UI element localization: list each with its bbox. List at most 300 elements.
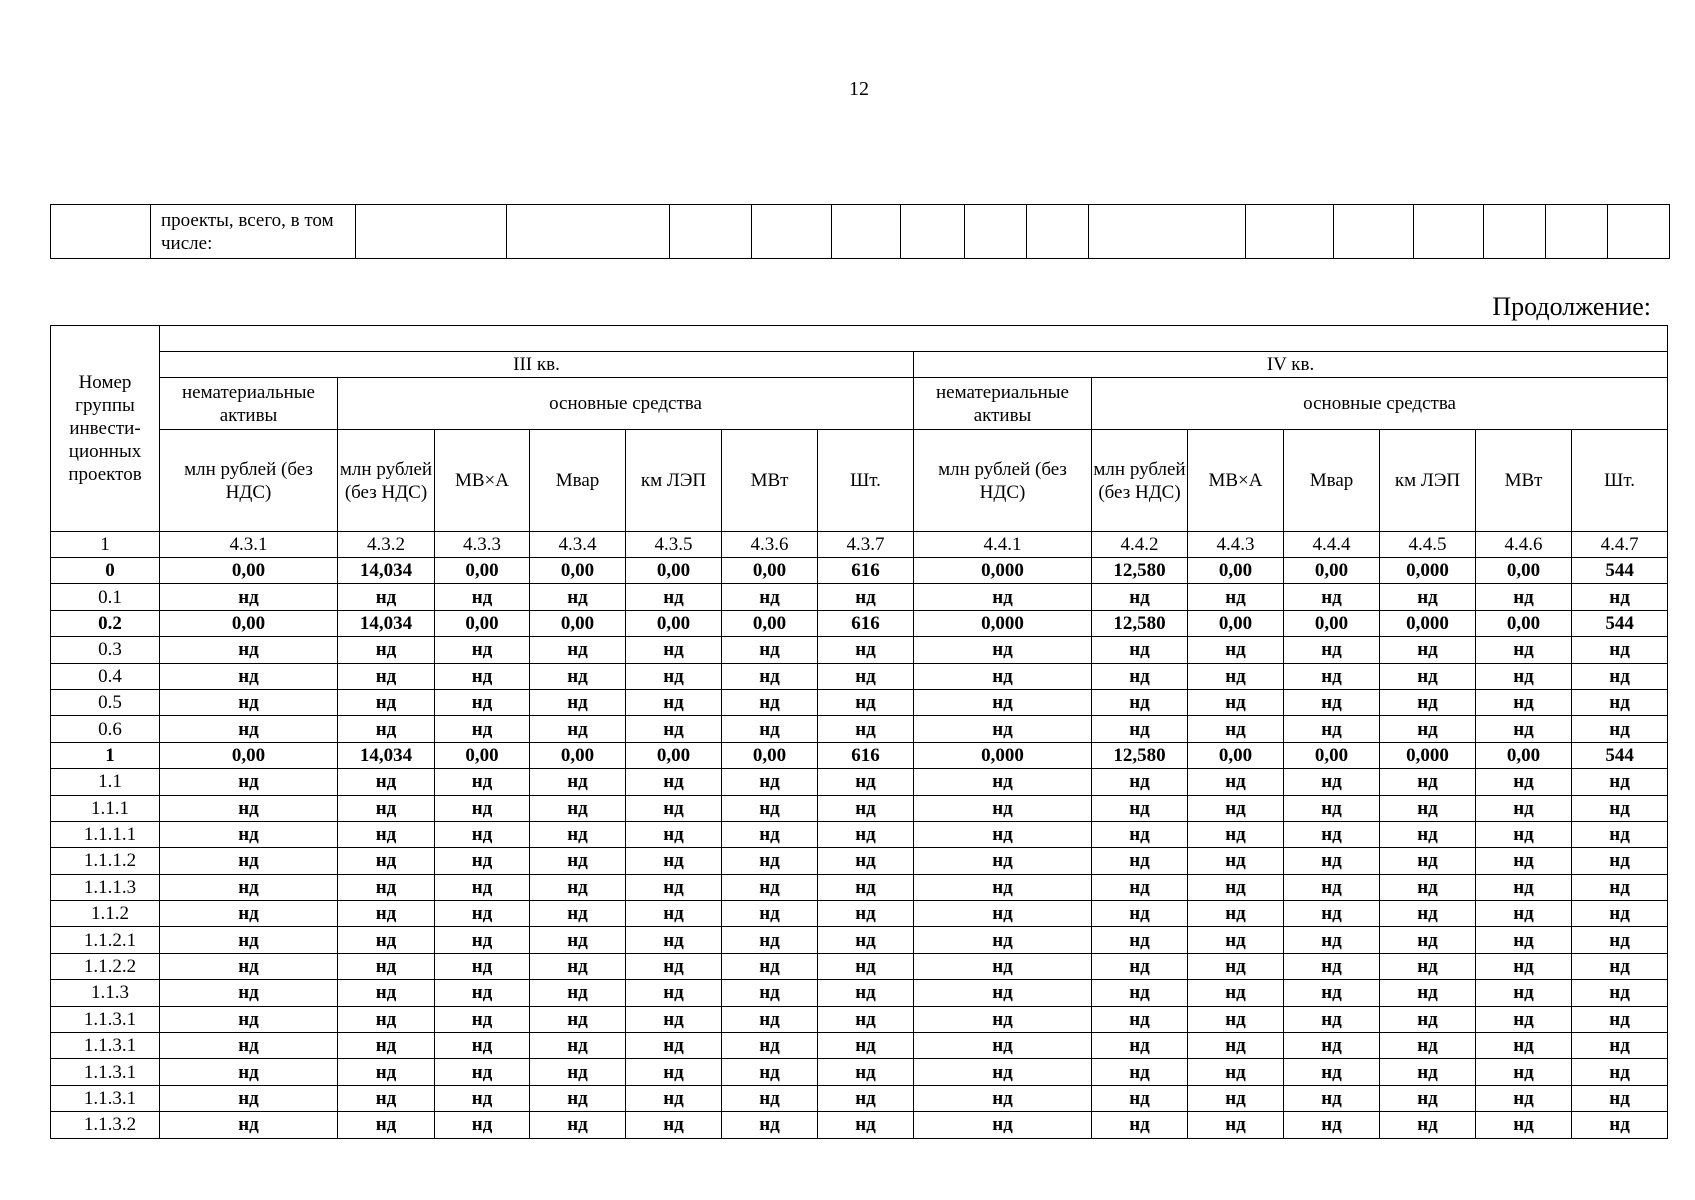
table-cell: нд [626,584,722,610]
table-cell: нд [1188,1112,1284,1138]
table-cell: нд [530,795,626,821]
table-cell: нд [1380,663,1476,689]
table-cell: нд [1284,953,1380,979]
table-cell: нд [338,716,435,742]
table-cell: 544 [1572,558,1668,584]
table-cell: нд [530,769,626,795]
q3-pcs-unit: Шт. [818,430,914,532]
table-cell: нд [1476,874,1572,900]
column-number-cell: 4.3.7 [818,532,914,558]
row-group-number: 1.1 [51,769,160,795]
table-cell: нд [1572,689,1668,715]
q3-fixed-assets-header: основные средства [338,378,914,430]
quarter-4-header: IV кв. [914,352,1668,378]
table-cell: нд [1188,821,1284,847]
row-group-number: 1 [51,742,160,768]
table-cell: нд [435,1059,530,1085]
table-cell: нд [338,1033,435,1059]
table-cell: нд [1284,769,1380,795]
q3-mvar-unit: Мвар [530,430,626,532]
row-group-number: 1.1.2.2 [51,953,160,979]
table-cell: нд [914,980,1092,1006]
table-cell: нд [1380,716,1476,742]
previous-table-text: проекты, всего, в том числе: [151,205,356,259]
table-cell: нд [1092,1112,1188,1138]
column-number-row [51,532,1668,558]
table-cell: нд [914,795,1092,821]
q3-mva-unit: МВ×А [435,430,530,532]
table-cell: нд [914,1059,1092,1085]
table-cell: нд [338,821,435,847]
table-cell: нд [1572,584,1668,610]
table-cell: нд [818,848,914,874]
table-cell: нд [1188,980,1284,1006]
table-cell: нд [530,901,626,927]
column-number-cell: 4.3.5 [626,532,722,558]
table-cell: нд [1572,901,1668,927]
table-cell: нд [1092,795,1188,821]
table-cell: нд [530,1059,626,1085]
table-cell: нд [626,1085,722,1111]
table-cell: нд [1284,848,1380,874]
table-cell: нд [1092,689,1188,715]
row-group-number: 1.1.3.2 [51,1112,160,1138]
table-cell: нд [1476,663,1572,689]
column-number-cell: 4.3.6 [722,532,818,558]
table-cell: нд [1572,821,1668,847]
table-cell: нд [435,795,530,821]
header-category-row [51,378,1668,430]
table-cell: нд [160,1059,338,1085]
table-cell: 616 [818,610,914,636]
table-row [51,689,1668,715]
table-cell: нд [1380,584,1476,610]
table-cell: нд [1572,795,1668,821]
table-cell: нд [722,821,818,847]
table-row [51,821,1668,847]
table-cell: нд [818,584,914,610]
table-cell: 0,00 [435,742,530,768]
row-group-number: 0.2 [51,610,160,636]
table-cell: нд [914,953,1092,979]
row-group-number: 0.6 [51,716,160,742]
table-cell: нд [435,1033,530,1059]
table-cell: нд [1380,1085,1476,1111]
table-cell: нд [435,769,530,795]
table-cell: нд [722,1033,818,1059]
table-cell: нд [818,769,914,795]
table-cell: нд [1476,927,1572,953]
table-cell: нд [1380,874,1476,900]
q4-km-unit: км ЛЭП [1380,430,1476,532]
table-cell: нд [1092,1006,1188,1032]
table-cell: нд [914,1112,1092,1138]
table-cell: нд [722,689,818,715]
table-cell: нд [818,953,914,979]
table-cell: нд [1092,874,1188,900]
table-row [51,769,1668,795]
table-cell: нд [1188,1033,1284,1059]
table-cell: нд [160,1085,338,1111]
table-cell: нд [1380,1112,1476,1138]
row-group-number: 0.3 [51,637,160,663]
table-cell: нд [338,874,435,900]
table-cell: нд [160,980,338,1006]
table-cell: нд [1476,1006,1572,1032]
table-cell: нд [435,689,530,715]
row-group-number: 1.1.1 [51,795,160,821]
table-cell: нд [1476,689,1572,715]
table-cell: нд [626,1112,722,1138]
table-cell: нд [160,953,338,979]
table-cell: 0,00 [1188,558,1284,584]
table-cell: нд [1092,663,1188,689]
table-cell: нд [818,689,914,715]
table-cell: нд [818,663,914,689]
table-row [51,1059,1668,1085]
table-cell: нд [1572,980,1668,1006]
table-cell: нд [1476,1059,1572,1085]
q4-pcs-unit: Шт. [1572,430,1668,532]
table-cell: нд [338,953,435,979]
table-cell: нд [160,821,338,847]
table-cell: нд [1188,901,1284,927]
table-cell: нд [1092,769,1188,795]
table-cell: 0,00 [626,610,722,636]
row-group-number: 1.1.1.1 [51,821,160,847]
table-cell: нд [626,874,722,900]
table-cell: 0,00 [160,558,338,584]
table-cell: нд [338,584,435,610]
table-cell: нд [1284,927,1380,953]
table-cell: нд [722,795,818,821]
table-cell: нд [1092,1033,1188,1059]
table-cell: нд [160,1112,338,1138]
table-cell: нд [818,980,914,1006]
table-cell: нд [722,1059,818,1085]
table-cell: нд [818,1033,914,1059]
table-cell: нд [1284,980,1380,1006]
table-cell: нд [722,1112,818,1138]
table-cell: нд [1284,1059,1380,1085]
q3-intangible-unit: млн рублей (без НДС) [160,430,338,532]
row-group-number: 1.1.2 [51,901,160,927]
table-cell: нд [818,901,914,927]
table-cell: нд [1188,1059,1284,1085]
table-row [51,1033,1668,1059]
table-cell: нд [1284,874,1380,900]
table-cell: нд [435,1006,530,1032]
table-cell: нд [818,637,914,663]
table-cell: нд [722,769,818,795]
table-cell: нд [1476,1033,1572,1059]
column-number-cell: 4.4.3 [1188,532,1284,558]
table-cell: нд [435,821,530,847]
table-cell: 0,00 [1284,742,1380,768]
table-cell: нд [1476,769,1572,795]
table-cell: нд [530,1112,626,1138]
table-cell: нд [626,1033,722,1059]
table-cell: нд [160,584,338,610]
table-cell: нд [1284,821,1380,847]
table-cell: нд [1572,1006,1668,1032]
table-cell: нд [1284,1006,1380,1032]
column-number-cell: 4.4.7 [1572,532,1668,558]
table-cell: нд [338,795,435,821]
table-cell: нд [626,1006,722,1032]
table-cell: нд [626,663,722,689]
table-cell: 14,034 [338,742,435,768]
table-cell: нд [530,1033,626,1059]
table-cell: нд [1188,584,1284,610]
table-cell: нд [1380,848,1476,874]
table-cell: нд [435,584,530,610]
table-cell: нд [338,927,435,953]
table-cell: нд [530,848,626,874]
table-cell: нд [1188,848,1284,874]
table-row [51,874,1668,900]
table-cell: нд [1380,1006,1476,1032]
table-cell: нд [435,716,530,742]
table-cell: нд [722,584,818,610]
table-cell: нд [1284,637,1380,663]
row-group-number: 1.1.1.2 [51,848,160,874]
table-cell: нд [818,1085,914,1111]
column-number-cell: 4.3.1 [160,532,338,558]
table-cell: нд [1284,663,1380,689]
table-cell: нд [914,716,1092,742]
table-cell: 616 [818,558,914,584]
row-group-number: 1.1.3 [51,980,160,1006]
table-row [51,1085,1668,1111]
table-cell: нд [1476,953,1572,979]
table-cell: нд [626,1059,722,1085]
table-cell: нд [530,953,626,979]
table-cell: нд [435,1085,530,1111]
table-cell: нд [914,584,1092,610]
table-cell: нд [914,1085,1092,1111]
table-cell: нд [435,663,530,689]
table-cell: нд [1092,584,1188,610]
table-cell: нд [1572,874,1668,900]
table-cell: нд [160,663,338,689]
column-number-cell: 4.4.6 [1476,532,1572,558]
table-cell: нд [1188,874,1284,900]
table-cell: нд [1572,1033,1668,1059]
table-cell: нд [722,716,818,742]
table-cell: нд [1092,953,1188,979]
table-cell: нд [1380,637,1476,663]
row-group-number: 0 [51,558,160,584]
table-cell: нд [1092,980,1188,1006]
table-row [51,610,1668,636]
continuation-label: Продолжение: [1492,292,1651,321]
table-cell: нд [1476,716,1572,742]
row-group-number: 1.1.3.1 [51,1059,160,1085]
row-group-number: 1.1.3.1 [51,1033,160,1059]
table-cell: нд [1188,953,1284,979]
table-cell: нд [338,980,435,1006]
table-cell: 616 [818,742,914,768]
table-cell: 0,000 [1380,610,1476,636]
table-cell: нд [435,848,530,874]
table-cell: нд [722,980,818,1006]
table-cell: нд [1092,927,1188,953]
table-cell: 0,00 [722,742,818,768]
table-row [51,558,1668,584]
table-cell: нд [1188,769,1284,795]
table-cell: нд [1476,901,1572,927]
table-cell: нд [914,769,1092,795]
table-cell: нд [1572,637,1668,663]
table-cell: нд [914,1006,1092,1032]
table-cell: 0,00 [722,558,818,584]
table-cell: нд [1572,953,1668,979]
table-cell: 0,00 [530,610,626,636]
header-top-row [51,326,1668,352]
table-cell: нд [1092,848,1188,874]
table-cell: нд [626,716,722,742]
table-cell: нд [1476,637,1572,663]
table-cell: нд [1572,1112,1668,1138]
table-cell: нд [1380,1059,1476,1085]
table-cell: нд [722,953,818,979]
table-cell: нд [1476,584,1572,610]
table-cell: 12,580 [1092,742,1188,768]
table-cell: нд [1572,663,1668,689]
table-cell: нд [914,689,1092,715]
previous-table-row [51,205,1670,259]
table-cell: нд [1380,769,1476,795]
table-cell: нд [1380,689,1476,715]
table-cell: нд [160,927,338,953]
table-row [51,1006,1668,1032]
table-cell: 0,000 [914,558,1092,584]
table-row [51,901,1668,927]
column-number-cell: 4.3.3 [435,532,530,558]
quarter-3-header: III кв. [160,352,914,378]
column-number-cell: 4.4.5 [1380,532,1476,558]
q4-fixed-assets-header: основные средства [1092,378,1668,430]
table-cell: нд [818,927,914,953]
table-row [51,716,1668,742]
table-cell: нд [722,874,818,900]
table-cell: нд [1476,821,1572,847]
header-unit-row [51,430,1668,532]
table-cell: нд [818,1059,914,1085]
table-cell: нд [160,1033,338,1059]
table-cell: нд [338,1059,435,1085]
table-cell: нд [435,874,530,900]
table-cell: нд [722,1006,818,1032]
table-cell: нд [1284,901,1380,927]
table-cell: нд [338,1085,435,1111]
table-cell: нд [435,1112,530,1138]
investment-table [50,325,1668,1139]
table-cell: 0,00 [435,558,530,584]
table-cell: нд [1284,716,1380,742]
table-cell: нд [1380,821,1476,847]
table-cell: нд [914,637,1092,663]
table-cell: нд [1092,821,1188,847]
table-cell: нд [435,901,530,927]
table-cell: нд [1092,637,1188,663]
table-cell: 0,00 [1188,610,1284,636]
table-cell: 0,00 [1284,558,1380,584]
table-cell: нд [1476,1085,1572,1111]
table-cell: нд [1380,953,1476,979]
q4-mvar-unit: Мвар [1284,430,1380,532]
table-cell: нд [338,637,435,663]
column-number-cell: 4.4.2 [1092,532,1188,558]
table-cell: нд [626,769,722,795]
table-cell: нд [338,769,435,795]
table-cell: нд [1284,1085,1380,1111]
table-cell: 0,00 [626,742,722,768]
table-cell: нд [914,848,1092,874]
table-cell: нд [338,689,435,715]
table-cell: 14,034 [338,558,435,584]
table-cell: нд [722,663,818,689]
table-row [51,663,1668,689]
q3-fixed-mln-unit: млн рублей (без НДС) [338,430,435,532]
table-cell: нд [338,848,435,874]
q4-intangible-header: нематериальные активы [914,378,1092,430]
table-cell: нд [530,927,626,953]
table-cell: нд [1284,1033,1380,1059]
row-group-number: 0.1 [51,584,160,610]
table-cell: нд [1380,927,1476,953]
table-cell: нд [914,901,1092,927]
table-row [51,927,1668,953]
table-row [51,848,1668,874]
table-cell: нд [722,848,818,874]
group-number-header: Номер группы инвести-ционных проектов [51,326,160,532]
table-cell: нд [1188,795,1284,821]
table-cell: нд [914,874,1092,900]
q4-fixed-mln-unit: млн рублей (без НДС) [1092,430,1188,532]
table-cell: нд [435,927,530,953]
table-cell: нд [435,637,530,663]
table-cell: нд [338,901,435,927]
table-cell: нд [914,1033,1092,1059]
table-cell: нд [722,901,818,927]
header-blank-cell [160,326,1668,352]
table-cell: 0,00 [160,610,338,636]
table-cell: нд [1572,1059,1668,1085]
row-group-number: 1.1.3.1 [51,1085,160,1111]
table-cell: нд [160,874,338,900]
table-cell: нд [1284,795,1380,821]
table-cell: нд [818,1112,914,1138]
table-cell: нд [160,716,338,742]
table-cell: 0,00 [626,558,722,584]
q4-mw-unit: МВт [1476,430,1572,532]
table-cell: нд [1380,901,1476,927]
q3-intangible-header: нематериальные активы [160,378,338,430]
table-cell: нд [1380,795,1476,821]
table-cell: нд [626,980,722,1006]
table-cell: 0,00 [160,742,338,768]
table-cell: нд [530,874,626,900]
table-cell: нд [818,795,914,821]
table-cell: 0,00 [722,610,818,636]
table-cell: нд [1092,901,1188,927]
table-cell: нд [818,874,914,900]
table-cell: 0,00 [1476,558,1572,584]
table-cell: нд [530,821,626,847]
table-cell: нд [160,848,338,874]
